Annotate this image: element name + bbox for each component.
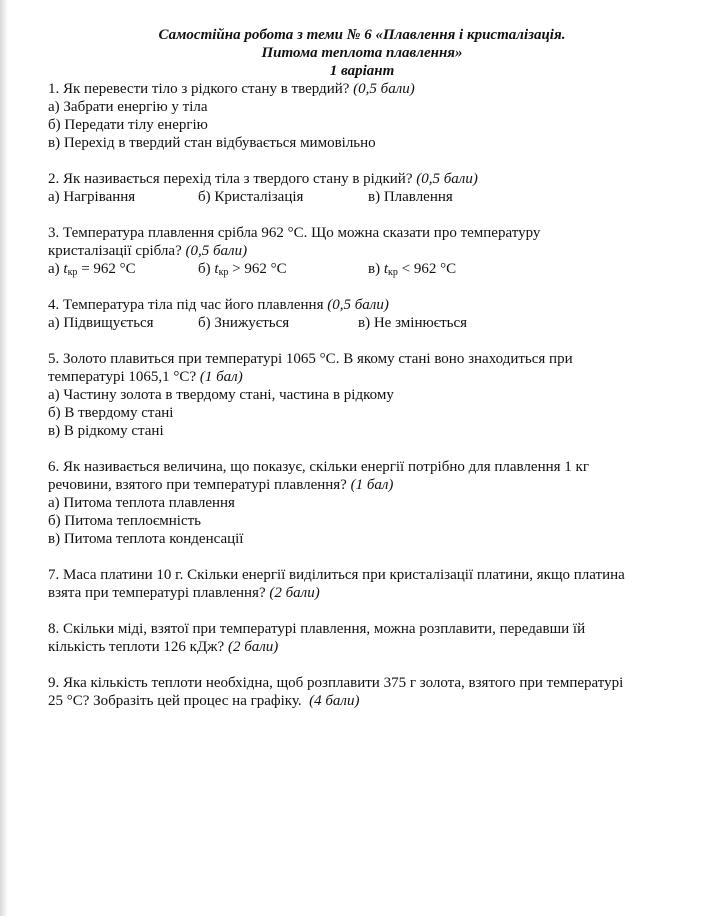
title-line-2: Питома теплота плавлення» (261, 45, 463, 61)
question-4-points: (0,5 бали) (327, 297, 389, 313)
option-c-value: < 962 °С (401, 261, 457, 277)
question-1-option-c: в) Перехід в твердий стан відбувається мимовільно (48, 135, 376, 151)
question-8 (48, 620, 676, 656)
question-9 (48, 674, 676, 710)
question-2-option-b: б) Кристалізація (198, 189, 304, 205)
question-2-text (48, 170, 676, 188)
question-9-text-line-2 (48, 692, 676, 710)
question-1 (48, 80, 676, 152)
question-9-points: (4 бали) (309, 693, 360, 709)
question-9-prompt: 25 °С? Зобразіть цей процес на графіку. (48, 693, 302, 709)
question-4-options (48, 314, 676, 332)
question-3-option-a (48, 260, 198, 278)
question-3-prompt: кристалізації срібла? (48, 243, 182, 259)
question-6-option-a: а) Питома теплота плавлення (48, 495, 235, 511)
question-4-text (48, 296, 676, 314)
worksheet-title (48, 26, 676, 80)
question-7 (48, 566, 676, 602)
question-1-option-b: б) Передати тілу енергію (48, 117, 208, 133)
question-3-option-c (368, 260, 568, 278)
temperature-subscript: кр (388, 267, 398, 278)
variant-label: 1 варіант (329, 63, 395, 79)
option-c-letter: в) (368, 261, 381, 277)
question-1-prompt: 1. Як перевести тіло з рідкого стану в твердий? (48, 81, 350, 97)
question-4-option-c: в) Не змінюється (358, 315, 468, 331)
question-2 (48, 170, 676, 206)
question-1-option-a: а) Забрати енергію у тіла (48, 99, 208, 115)
question-4-option-b: б) Знижується (198, 315, 290, 331)
question-5-option-b: б) В твердому стані (48, 405, 174, 421)
option-a-value: = 962 °С (81, 261, 136, 277)
question-9-text-line-1: 9. Яка кількість теплоти необхідна, щоб розплавити 375 г золота, взятого при температурі (48, 675, 624, 691)
question-3-text-line-2 (48, 242, 676, 260)
question-5-prompt: температурі 1065,1 °С? (48, 369, 197, 385)
question-1-points: (0,5 бали) (353, 81, 415, 97)
question-6-points: (1 бал) (350, 477, 394, 493)
option-a-letter: а) (48, 261, 60, 277)
question-6-text-line-1: 6. Як називається величина, що показує, скільки енергії потрібно для плавлення 1 кг (48, 459, 589, 475)
question-4-option-a: а) Підвищується (48, 315, 154, 331)
question-8-text-line-1: 8. Скільки міді, взятої при температурі плавлення, можна розплавити, передавши їй (48, 621, 586, 637)
temperature-subscript: кр (67, 267, 78, 278)
question-5-option-a: а) Частину золота в твердому стані, частина в рідкому (48, 387, 394, 403)
temperature-symbol: t (383, 261, 388, 277)
question-4 (48, 296, 676, 332)
question-5 (48, 350, 676, 440)
title-line-1: Самостійна робота з теми № 6 «Плавлення і кристалізація. (158, 27, 566, 43)
question-7-points: (2 бали) (269, 585, 320, 601)
question-3-option-b (198, 260, 368, 278)
page-shadow-edge (0, 0, 8, 916)
question-4-prompt: 4. Температура тіла під час його плавлення (48, 297, 324, 313)
question-2-option-a: а) Нагрівання (48, 189, 136, 205)
question-6-text-line-2 (48, 476, 676, 494)
question-5-text-line-2 (48, 368, 676, 386)
question-8-text-line-2 (48, 638, 676, 656)
question-6 (48, 458, 676, 548)
question-6-prompt: речовини, взятого при температурі плавлення? (48, 477, 347, 493)
question-2-points: (0,5 бали) (416, 171, 478, 187)
question-3-points: (0,5 бали) (185, 243, 248, 259)
question-6-option-b: б) Питома теплоємність (48, 513, 202, 529)
question-7-text-line-2 (48, 584, 676, 602)
question-1-text (48, 80, 676, 98)
option-b-value: > 962 °С (232, 261, 287, 277)
question-5-points: (1 бал) (199, 369, 243, 385)
option-b-letter: б) (198, 261, 211, 277)
question-8-prompt: кількість теплоти 126 кДж? (48, 639, 225, 655)
question-3 (48, 224, 676, 278)
temperature-subscript: кр (218, 267, 229, 278)
temperature-symbol: t (214, 261, 219, 277)
question-6-option-c: в) Питома теплота конденсації (48, 531, 244, 547)
question-2-options (48, 188, 676, 206)
question-8-points: (2 бали) (227, 639, 279, 655)
question-7-text-line-1: 7. Маса платини 10 г. Скільки енергії виділиться при кристалізації платини, якщо платина (48, 567, 625, 583)
question-5-option-c: в) В рідкому стані (48, 423, 164, 439)
temperature-symbol: t (63, 261, 68, 277)
worksheet (48, 26, 676, 710)
question-2-prompt: 2. Як називається перехід тіла з твердого стану в рідкий? (48, 171, 413, 187)
question-3-options (48, 260, 676, 278)
question-3-text-line-1: 3. Температура плавлення срібла 962 °С. Що можна сказати про температуру (48, 225, 541, 241)
question-5-text-line-1: 5. Золото плавиться при температурі 1065 °С. В якому стані воно знаходиться при (48, 351, 573, 367)
question-7-prompt: взята при температурі плавлення? (48, 585, 266, 601)
question-2-option-c: в) Плавлення (368, 189, 453, 205)
